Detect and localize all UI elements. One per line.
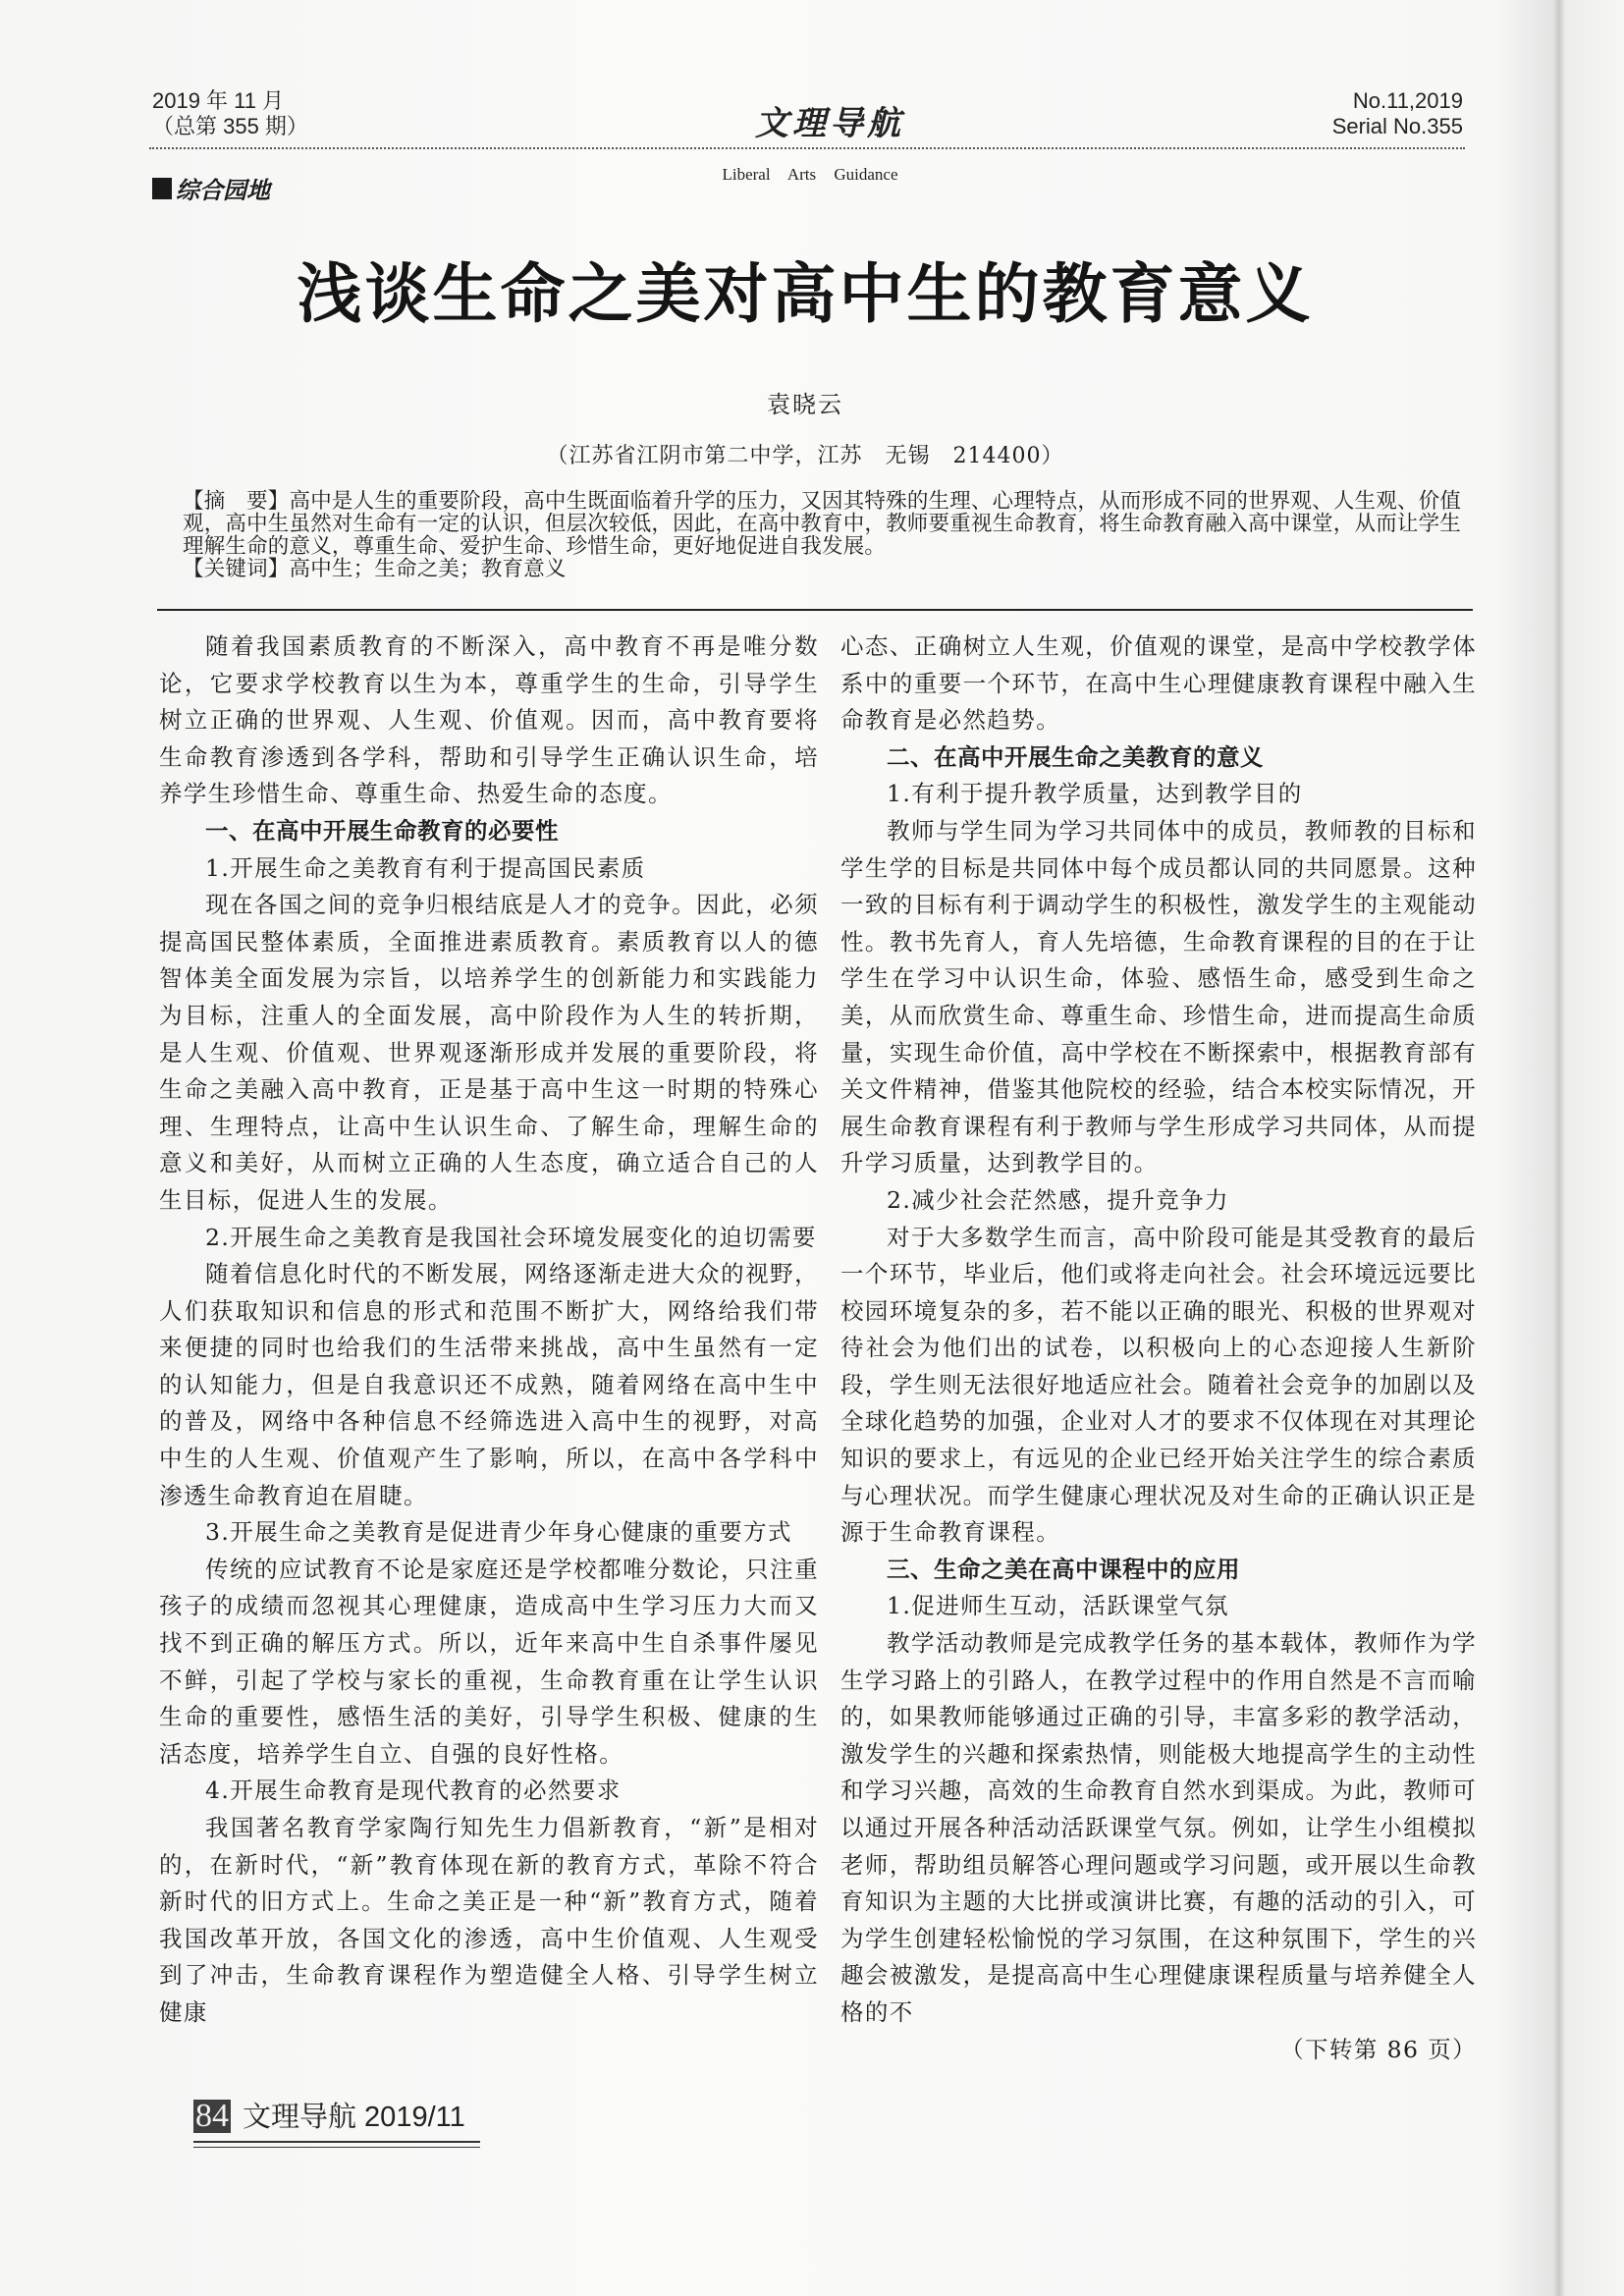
author-affiliation: （江苏省江阴市第二中学，江苏 无锡 214400）: [546, 444, 1064, 468]
subsection-heading: 3.开展生命之美教育是促进青少年身心健康的重要方式: [205, 1518, 792, 1547]
keywords-text: 高中生；生命之美；教育意义: [289, 557, 567, 581]
abstract-divider: [157, 609, 1473, 611]
paragraph: 我国著名教育学家陶行知先生力倡新教育，“新”是相对的，在新时代，“新”教育体现在新的教育方式，革除不符合新时代的旧方式上。生命之美正是一种“新”教育方式，随着我国改革开放，各国文化的渗透，高中生价值观、人生观受到了冲击，生命教育课程作为塑造健全人格、引导学生树立健康: [159, 1814, 819, 2026]
abstract: [159, 490, 1475, 558]
abstract-block: [159, 490, 1475, 580]
paragraph: 随着我国素质教育的不断深入，高中教育不再是唯分数论，它要求学校教育以生为本，尊重学生的生命，引导学生树立正确的世界观、人生观、价值观。因而，高中教育要将生命教育渗透到各学科，帮助和引导学生正确认识生命，培养学生珍惜生命、尊重生命、热爱生命的态度。: [159, 632, 819, 808]
article-author: 袁晓云: [767, 391, 843, 418]
abstract-text: 高中是人生的重要阶段，高中生既面临着升学的压力，又因其特殊的生理、心理特点，从而形成不同的世界观、人生观、价值观，高中生虽然对生命有一定的认识，但层次较低，因此，在高中教育中，教师要重视生命教育，将生命教育融入高中课堂，从而让学生理解生命的意义，尊重生命、爱护生命、珍惜生命，更好地促进自我发展。: [183, 489, 1462, 559]
issue-total: （总第 355 期）: [152, 114, 308, 138]
section-heading: 二、在高中开展生命之美教育的意义: [887, 742, 1264, 771]
paragraph-continued: 心态、正确树立人生观，价值观的课堂，是高中学校教学体系中的重要一个环节，在高中生心理健康教育课程中融入生命教育是必然趋势。: [840, 632, 1477, 735]
paragraph: 现在各国之间的竞争归根结底是人才的竞争。因此，必须提高国民整体素质，全面推进素质教育。素质教育以人的德智体美全面发展为宗旨，以培养学生的创新能力和实践能力为目标，注重人的全面发展，高中阶段作为人生的转折期，是人生观、价值观、世界观逐渐形成并发展的重要阶段，将生命之美融入高中教育，正是基于高中生这一时期的特殊心理、生理特点，让高中生认识生命、了解生命，理解生命的意义和美好，从而树立正确的人生态度，确立适合自己的人生目标，促进人生的发展。: [159, 891, 819, 1214]
abstract-label: 【摘 要】: [183, 489, 290, 514]
issue-number-info: [1326, 88, 1463, 139]
keywords-label: 【关键词】: [183, 557, 290, 581]
paragraph: 对于大多数学生而言，高中阶段可能是其受教育的最后一个环节，毕业后，他们或将走向社会。社会环境远远要比校园环境复杂的多，若不能以正确的眼光、积极的世界观对待社会为他们出的试卷，以积极向上的心态迎接人生新阶段，学生则无法很好地适应社会。随着社会竞争的加剧以及全球化趋势的加强，企业对人才的要求不仅体现在对其理论知识的要求上，有远见的企业已经开始关注学生的综合素质与心理状况。而学生健康心理状况及对生命的正确认识正是源于生命教育课程。: [840, 1223, 1477, 1547]
issue-date: 2019 年 11 月: [152, 88, 285, 113]
keywords: [159, 558, 1475, 580]
header-divider: [149, 147, 1465, 149]
section-name: 综合园地: [176, 176, 270, 204]
subsection-heading: 1.开展生命之美教育有利于提高国民素质: [205, 853, 646, 882]
paragraph: 传统的应试教育不论是家庭还是学校都唯分数论，只注重孩子的成绩而忽视其心理健康，造成高中生学习压力大而又找不到正确的解压方式。所以，近年来高中生自杀事件屡见不鲜，引起了学校与家长的重视，生命教育重在让学生认识生命的重要性，感悟生活的美好，引导学生积极、健康的生活态度，培养学生自立、自强的良好性格。: [159, 1555, 819, 1768]
paragraph: 随着信息化时代的不断发展，网络逐渐走进大众的视野，人们获取知识和信息的形式和范围不断扩大，网络给我们带来便捷的同时也给我们的生活带来挑战，高中生虽然有一定的认知能力，但是自我意识还不成熟，随着网络在高中生中的普及，网络中各种信息不经筛选进入高中生的视野，对高中生的人生观、价值观产生了影响，所以，在高中各学科中渗透生命教育迫在眉睫。: [159, 1260, 819, 1509]
section-heading: 三、生命之美在高中课程中的应用: [887, 1555, 1240, 1583]
journal-logo: 文理导航: [755, 104, 904, 143]
footer-divider: [193, 2141, 480, 2148]
section-heading: 一、在高中开展生命教育的必要性: [205, 816, 559, 845]
subsection-heading: 1.有利于提升教学质量，达到教学目的: [887, 780, 1303, 808]
paragraph: 教师与学生同为学习共同体中的成员，教师教的目标和学生学的目标是共同体中每个成员都认同的共同愿景。这种一致的目标有利于调动学生的积极性，激发学生的主观能动性。教书先育人，育人先培德，生命教育课程的目的在于让学生在学习中认识生命，体验、感悟生命，感受到生命之美，从而欣赏生命、尊重生命、珍惜生命，进而提高生命质量，实现生命价值，高中学校在不断探索中，根据教育部有关文件精神，借鉴其他院校的经验，结合本校实际情况，开展生命教育课程有利于教师与学生形成学习共同体，从而提升学习质量，达到教学目的。: [840, 816, 1477, 1177]
page-number: 84: [195, 2098, 229, 2134]
body-column-left: [159, 629, 819, 2032]
article-title: 浅谈生命之美对高中生的教育意义: [297, 256, 1314, 332]
page-footer: [193, 2100, 465, 2133]
serial-no: Serial No.355: [1331, 114, 1463, 138]
issue-no: No.11,2019: [1352, 88, 1463, 113]
continued-on-page-note: （下转第 86 页）: [1280, 2035, 1477, 2063]
subsection-heading: 2.减少社会茫然感，提升竞争力: [887, 1185, 1229, 1214]
subsection-heading: 4.开展生命教育是现代教育的必然要求: [205, 1777, 622, 1805]
footer-journal-issue: 文理导航 2019/11: [243, 2102, 465, 2133]
section-tag: [152, 171, 270, 205]
subsection-heading: 2.开展生命之美教育是我国社会环境发展变化的迫切需要: [205, 1223, 817, 1251]
issue-info: [152, 88, 308, 139]
journal-english-name: Liberal Arts Guidance: [722, 165, 898, 184]
subsection-heading: 1.促进师生互动，活跃课堂气氛: [887, 1592, 1229, 1620]
section-square-icon: [152, 178, 172, 199]
paragraph: 教学活动教师是完成教学任务的基本载体，教师作为学生学习路上的引路人，在教学过程中的作用自然是不言而喻的，如果教师能够通过正确的引导，丰富多彩的教学活动，激发学生的兴趣和探索热情，则能极大地提高学生的主动性和学习兴趣，高效的生命教育自然水到渠成。为此，教师可以通过开展各种活动活跃课堂气氛。例如，让学生小组模拟老师，帮助组员解答心理问题或学习问题，或开展以生命教育知识为主题的大比拼或演讲比赛，有趣的活动的引入，可为学生创建轻松愉悦的学习氛围，在这种氛围下，学生的兴趣会被激发，是提高高中生心理健康课程质量与培养健全人格的不: [840, 1629, 1477, 2026]
body-column-right: [840, 629, 1477, 2068]
